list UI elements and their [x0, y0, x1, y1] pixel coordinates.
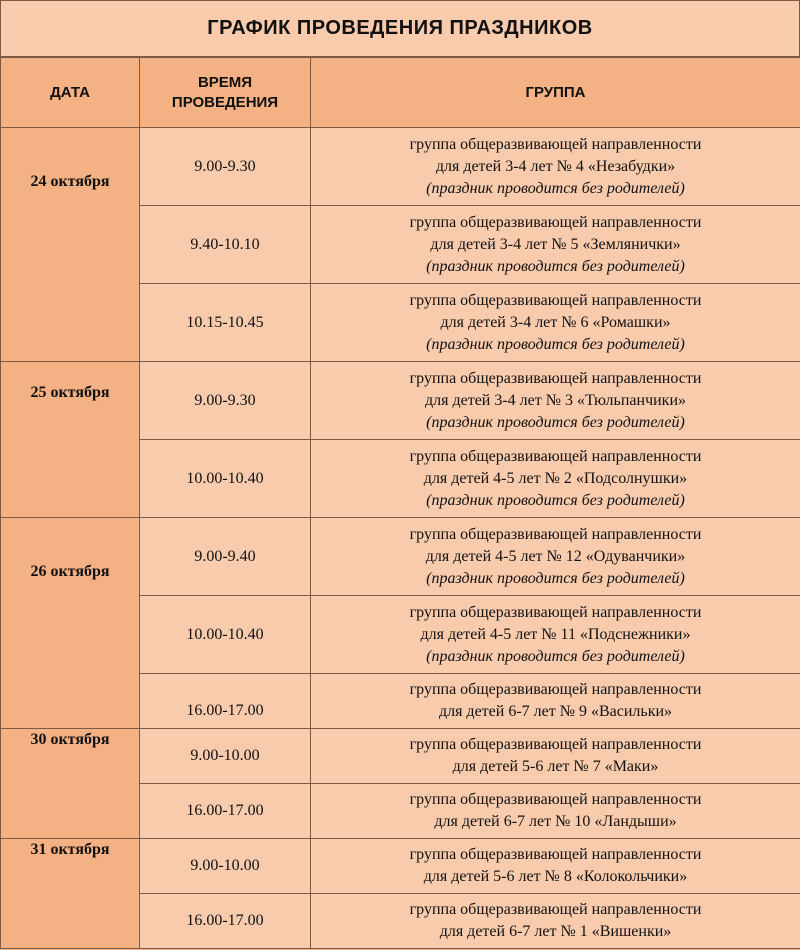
group-line1: группа общеразвивающей направленности: [409, 791, 702, 808]
group-note: (праздник проводится без родителей): [426, 335, 685, 353]
group-line2: для детей 3-4 лет № 6 «Ромашки»: [440, 313, 671, 331]
group-line1: группа общеразвивающей направленности: [409, 135, 702, 153]
time-cell: 9.00-10.00: [140, 729, 311, 784]
group-line2: для детей 6-7 лет № 9 «Васильки»: [438, 703, 673, 720]
group-cell: [311, 729, 800, 784]
group-line1: группа общеразвивающей направленности: [409, 447, 702, 465]
time-cell: 9.00-9.30: [140, 128, 311, 206]
time-cell: 9.00-9.40: [140, 518, 311, 596]
group-line2: для детей 6-7 лет № 10 «Ландыши»: [434, 813, 677, 830]
group-cell: [311, 674, 800, 729]
group-line1: группа общеразвивающей направленности: [409, 681, 702, 698]
group-line2: для детей 3-4 лет № 5 «Землянички»: [430, 235, 681, 253]
group-line2: для детей 4-5 лет № 12 «Одуванчики»: [425, 547, 686, 565]
group-note: (праздник проводится без родителей): [426, 257, 685, 275]
group-note: (праздник проводится без родителей): [426, 647, 685, 665]
header-date: ДАТА: [1, 58, 140, 128]
header-time: [140, 58, 311, 128]
table-header-row: [1, 58, 800, 128]
group-line2: для детей 5-6 лет № 7 «Маки»: [452, 758, 659, 775]
time-cell: 16.00-17.00: [140, 674, 311, 729]
group-cell: [311, 362, 800, 440]
table-row: [1, 128, 800, 206]
group-note: (праздник проводится без родителей): [426, 179, 685, 197]
group-line1: группа общеразвивающей направленности: [409, 603, 702, 621]
header-time-line2: ПРОВЕДЕНИЯ: [171, 93, 279, 111]
table-row: [1, 839, 800, 894]
group-cell: [311, 784, 800, 839]
header-group: ГРУППА: [311, 58, 800, 128]
group-cell: [311, 894, 800, 949]
date-cell: 30 октября: [1, 729, 140, 839]
group-line1: группа общеразвивающей направленности: [409, 213, 702, 231]
table-row: [1, 362, 800, 440]
date-cell: 31 октября: [1, 839, 140, 949]
group-line1: группа общеразвивающей направленности: [409, 369, 702, 387]
group-cell: [311, 440, 800, 518]
group-line1: группа общеразвивающей направленности: [409, 901, 702, 918]
time-cell: 9.00-10.00: [140, 839, 311, 894]
group-line2: для детей 5-6 лет № 8 «Колокольчики»: [423, 868, 688, 885]
group-cell: [311, 284, 800, 362]
group-cell: [311, 128, 800, 206]
time-cell: 9.00-9.30: [140, 362, 311, 440]
group-cell: [311, 839, 800, 894]
group-cell: [311, 596, 800, 674]
time-cell: 16.00-17.00: [140, 894, 311, 949]
time-cell: 10.00-10.40: [140, 440, 311, 518]
date-cell: 25 октября: [1, 362, 140, 518]
group-cell: [311, 518, 800, 596]
time-cell: 10.00-10.40: [140, 596, 311, 674]
group-line2: для детей 3-4 лет № 4 «Незабудки»: [435, 157, 676, 175]
group-line2: для детей 6-7 лет № 1 «Вишенки»: [439, 923, 672, 940]
table-row: [1, 518, 800, 596]
schedule-table: [0, 57, 800, 949]
time-cell: 9.40-10.10: [140, 206, 311, 284]
group-line2: для детей 4-5 лет № 11 «Подснежники»: [420, 625, 691, 643]
group-note: (праздник проводится без родителей): [426, 569, 685, 587]
group-cell: [311, 206, 800, 284]
header-time-line1: ВРЕМЯ: [197, 73, 253, 91]
date-cell: 24 октября: [1, 128, 140, 362]
group-line2: для детей 4-5 лет № 2 «Подсолнушки»: [423, 469, 688, 487]
time-cell: 10.15-10.45: [140, 284, 311, 362]
date-cell: 26 октября: [1, 518, 140, 729]
table-row: [1, 729, 800, 784]
group-note: (праздник проводится без родителей): [426, 413, 685, 431]
group-line1: группа общеразвивающей направленности: [409, 736, 702, 753]
group-line1: группа общеразвивающей направленности: [409, 525, 702, 543]
time-cell: 16.00-17.00: [140, 784, 311, 839]
group-line2: для детей 3-4 лет № 3 «Тюльпанчики»: [424, 391, 687, 409]
document-title: ГРАФИК ПРОВЕДЕНИЯ ПРАЗДНИКОВ: [0, 0, 800, 57]
group-note: (праздник проводится без родителей): [426, 491, 685, 509]
group-line1: группа общеразвивающей направленности: [409, 291, 702, 309]
group-line1: группа общеразвивающей направленности: [409, 846, 702, 863]
